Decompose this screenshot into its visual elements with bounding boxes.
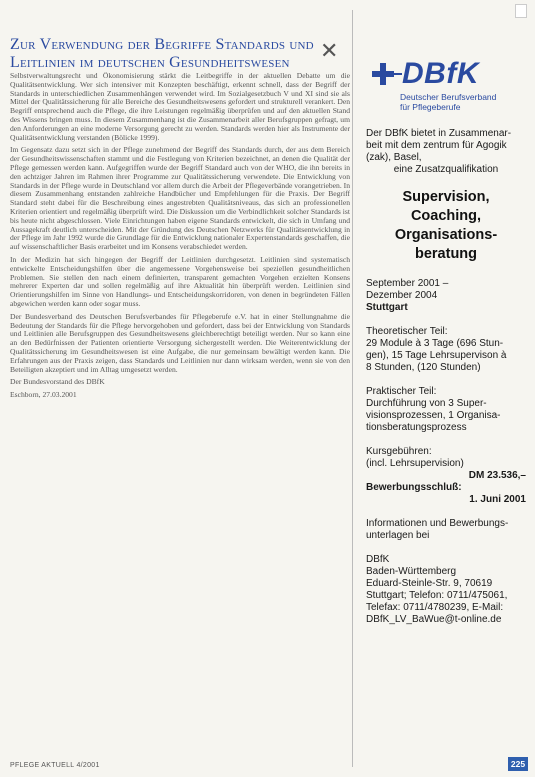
- fee-amount: DM 23.536,–: [468, 470, 526, 481]
- theory-line-3: 8 Stunden, (120 Stunden): [366, 362, 481, 373]
- intro-line-4: eine Zusatzqualifikation: [393, 164, 499, 175]
- handwritten-cross-mark: ✕: [320, 38, 339, 63]
- intro-line-1: Der DBfK bietet in Zusammenar-: [366, 128, 512, 139]
- contact-email[interactable]: DBfK_LV_BaWue@t-online.de: [366, 614, 502, 625]
- info-line-1: Informationen und Bewerbungs-: [366, 518, 509, 529]
- location: Stuttgart: [366, 302, 408, 313]
- article-title: [10, 36, 350, 72]
- date-line-1: September 2001 –: [366, 278, 449, 289]
- theory-heading: Theoretischer Teil:: [366, 326, 448, 337]
- deadline-heading: Bewerbungsschluß:: [366, 482, 462, 493]
- deadline-date: 1. Juni 2001: [469, 494, 526, 505]
- practice-line-1: Durchführung von 3 Super-: [366, 398, 487, 409]
- column-divider: [352, 10, 353, 767]
- course-title-line-3: Organisations-: [394, 227, 498, 243]
- course-title: [366, 188, 526, 264]
- logo-subtitle-line-2: für Pflegeberufe: [400, 102, 461, 112]
- course-title-line-1: Supervision,: [402, 189, 490, 205]
- dbfk-logo: [360, 50, 530, 124]
- intro-line-2: beit mit dem zentrum für Agogik: [366, 140, 507, 151]
- practice-line-3: tionsberatungsprozess: [366, 422, 467, 433]
- logo-subtitle: [400, 92, 496, 112]
- theory-line-2: gen), 15 Tage Lehrsupervison à: [366, 350, 507, 361]
- fee-heading: Kursgebühren:: [366, 446, 432, 457]
- signature-line-1: Der Bundesvorstand des DBfK: [10, 377, 105, 387]
- date-line-2: Dezember 2004: [366, 290, 438, 301]
- theory-line-1: 29 Module à 3 Tage (696 Stun-: [366, 338, 504, 349]
- corner-marker: [515, 4, 527, 18]
- course-title-line-4: beratung: [414, 246, 478, 262]
- paragraph-2: Im Gegensatz dazu setzt sich in der Pflege zunehmend der Begriff des Standards durch, der aus dem Bereich der Gesundheitswissenschaften stammt und die Festlegung von Kriterien bezeichnet, an denen die Qualität der Pflege gemessen werden kann. Aufgegriffen wurde der Begriff Standard auch von der WHO, die ihn bereits in den achtziger Jahren im Rahmen ihrer Programme zur Qualitätssicherung verwendete. Die Entwicklung von Standards in der Pflege wurde in Deutschland vor allem durch die Arbeit der Pflegeverbände vorangetrieben. In diesem Zusammenhang entstanden zahlreiche Handbücher und Empfehlungen für die Praxis. Der Begriff Standard steht dabei für die Beschreibung eines angestrebten Qualitätsniveaus, das sich an professionellen Kriterien orientiert und regelmäßig überprüft wird. Die Diskussion um die Verbindlichkeit solcher Standards ist bis heute nicht abgeschlossen. Viele Einrichtungen haben eigene Standards entwickelt, die sich in Umfang und Aussagekraft deutlich unterscheiden. Mit der Gründung des Deutschen Netzwerks für Qualitätsentwicklung in der Pflege im Jahr 1992 wurde die Grundlage für die Entwicklung nationaler Expertenstandards geschaffen, die auf wissenschaftlicher Basis erarbeitet und im Konsens verabschiedet werden.: [10, 145, 350, 252]
- paragraph-3: In der Medizin hat sich hingegen der Begriff der Leitlinien durchgesetzt. Leitlinien sind systematisch entwickelte Entscheidungshilfen über die angemessene Vorgehensweise bei speziellen gesundheitlichen Problemen. Sie stellen den nach einem definierten, transparent gemachten Vorgehen erzielten Konsens mehrerer Experten dar und sollen regelmäßig auf ihre Aktualität hin überprüft werden. Leitlinien sind Orientierungshilfen im Sinne von Handlungs- und Entscheidungskorridoren, von denen in begründeten Fällen abgewichen werden kann oder sogar muss.: [10, 254, 350, 308]
- paragraph-4: Der Bundesverband des Deutschen Berufsverbandes für Pflegeberufe e.V. hat in einer Stellungnahme die Bedeutung der Standards für die Pflege hervorgehoben und gefordert, dass bei der Entwicklung von Standards und Leitlinien alle Berufsgruppen des Gesundheitswesens gleichberechtigt beteiligt werden. Nur so kann eine an den Bedürfnissen der Patienten orientierte Versorgung sichergestellt werden. Die Weiterentwicklung der Qualitätssicherung im Gesundheitswesen ist eine Aufgabe, die nur gemeinsam bewältigt werden kann. Die Erfahrungen aus der Praxis zeigen, dass Standards und Leitlinien nur dann wirksam werden, wenn sie von den Beteiligten akzeptiert und im Alltag umgesetzt werden.: [10, 311, 350, 374]
- contact-region: Baden-Württemberg: [366, 566, 457, 577]
- practice-heading: Praktischer Teil:: [366, 386, 437, 397]
- contact-org: DBfK: [366, 554, 390, 565]
- article-body: [10, 72, 350, 722]
- page-number-badge: 225: [508, 757, 528, 771]
- footer-journal: PFLEGE AKTUELL 4/2001: [10, 762, 100, 769]
- plus-icon: [368, 62, 404, 86]
- paragraph-1: Selbstverwaltungsrecht und Ökonomisierung stärkt die Leitbegriffe in der aktuellen Debatte um die Qualitätsentwicklung. Wer sich intensiver mit Konzepten beschäftigt, erkennt schnell, dass der Begriff der Standards in unterschiedlichen Zusammenhängen verwendet wird. Im Sozialgesetzbuch V und XI sind sie als Mittel der Qualitätssicherung für alle Bereiche des Gesundheitswesens gefordert und strukturell verankert. Den Begriff entsprechend auch die Pflege, die ihre Leistungen regelmäßig überprüfen und auf den aktuellen Stand des Wissens bringen muss. In diesem Zusammenhang ist die Zusammenarbeit aller Berufsgruppen gefragt, um den Anforderungen an eine moderne Versorgung gerecht zu werden. Standards werden hier als Instrumente der Qualitätsentwicklung verstanden (Bölicke 1999).: [10, 72, 350, 142]
- article-title-line-2: Leitlinien im deutschen Gesundheitswesen: [10, 54, 290, 71]
- article-title-line-1: Zur Verwendung der Begriffe Standards und: [10, 36, 314, 53]
- logo-subtitle-line-1: Deutscher Berufsverband: [400, 92, 497, 102]
- advert-column: [366, 128, 526, 626]
- practice-line-2: visionsprozessen, 1 Organisa-: [366, 410, 501, 421]
- contact-fax: Telefax: 0711/4780239, E-Mail:: [366, 602, 504, 613]
- course-title-line-2: Coaching,: [410, 208, 482, 224]
- fee-note: (incl. Lehrsupervision): [366, 458, 464, 469]
- logo-wordmark: DBfK: [402, 57, 479, 90]
- intro-line-3: (zak), Basel,: [366, 152, 422, 163]
- contact-street: Eduard-Steinle-Str. 9, 70619: [366, 578, 493, 589]
- signature-line-2: Eschborn, 27.03.2001: [10, 390, 77, 400]
- info-line-2: unterlagen bei: [366, 530, 430, 541]
- contact-phone: Stuttgart; Telefon: 0711/475061,: [366, 590, 508, 601]
